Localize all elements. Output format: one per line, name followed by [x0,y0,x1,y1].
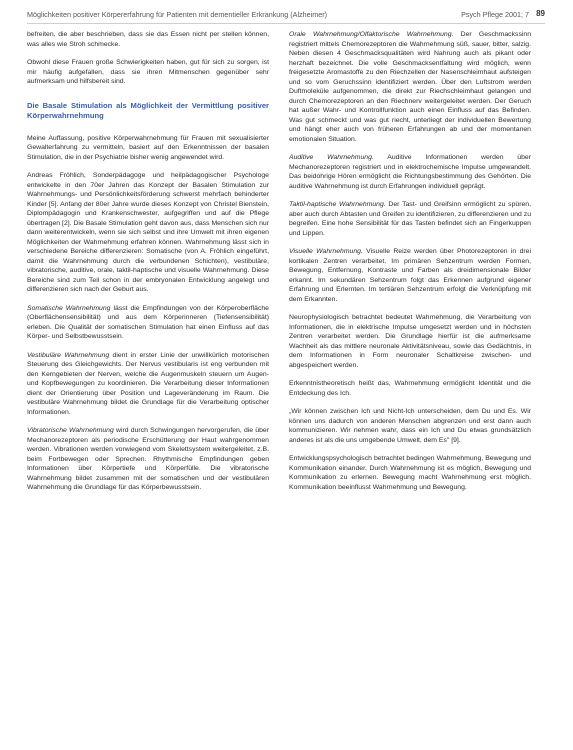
paragraph: Neurophysiologisch betrachtet bedeutet Wahrnehmung, die Verarbeitung von Informationen, die in elektrische Impulse umgesetzt werden und in höchsten Zentren verarbeitet werden. Die Grundlage hierfür ist die aufmerksame Wachheit als das mittlere neuronale Aktivitätsniveau, sowie das Gedächtnis, in dem Informationen in Form neuronaler Schaltkreise zwischen- und abgespeichert werden. [289,314,531,369]
paragraph [27,304,269,342]
journal-citation: Psych Pflege 2001; 7 [461,10,529,19]
paragraph-lead: Auditive Wahrnehmung. [289,154,374,161]
section-heading: Die Basale Stimulation als Möglichkeit der Vermittlung positiver Körperwahrnehmung [27,100,269,120]
paragraph-lead: Vestibuläre Wahrnehmung [27,351,110,359]
left-column [27,30,269,740]
paragraph: Obwohl diese Frauen große Schwierigkeiten haben, gut für sich zu sorgen, ist mir häufig aufgefallen, dass sie ihren Mitmenschen gegenüber sehr aufmerksam und hilfsbereit sind. [27,59,269,85]
paragraph-lead: Somatische Wahrnehmung [27,304,111,312]
paragraph-body: lässt die Empfindungen von der Körperoberfläche (Oberflächensensibilität) und aus dem Körperinneren (Tiefensensibilität) erleben. Die Qualität der somatischen Stimulation hat einen Einfluss auf das Körper- und Selbstbewusstsein. [27,304,269,340]
paragraph [289,200,531,238]
paragraph-body: Der Geschmackssinn registriert mittels Chemorezeptoren die Wahrnehmung süß, sauer, bitter, salzig. Neben diesen 4 Geschmacksqualitäten wird Nahrung auch als pikant oder herzhaft bezeichnet. Die volle Geschmacksentfaltung wird möglich, wenn freigesetzte Aromastoffe zu den Riechzellen der Nasenschleimhaut aufsteigen und so vom Geruchssinn identifiziert werden. Über den Luftstrom werden Duftmoleküle aufgenommen, die direkt zur Riechschleimhaut gelangen und durch Chemorezeptoren an den Riechnerv weitergeleitet werden. Der Geruch hat außer Wahr- und Kontrollfunktion auch einen Einfluss auf das Befinden. Was gut schmeckt und was gut riecht, unterliegt der individuellen Bewertung und hängt eher auch von früheren Erfahrungen ab und der momentanen emotionalen Situation. [289,31,531,143]
paragraph: befreiten, die aber beschrieben, dass sie das Essen nicht per stellen können, was alles wie Stroh schmecke. [27,31,269,48]
paragraph: Meine Auffassung, positive Körperwahrnehmung für Frauen mit sexualisierter Gewalterfahrung zu vermitteln, basiert auf den Erkenntnissen der basalen Stimulation, die in der Psychiatrie bisher wenig angewendet wird. [27,134,269,161]
paragraph-body: Der Tast- und Greifsinn ermöglicht zu spüren, aber auch durch Abtasten und Greifen zu identifizieren, zu differenzieren und zu begreifen. Eine hohe Sensibilität für das Tasten befindet sich an Fingerkuppen und Lippen. [289,201,531,237]
quote-paragraph: „Wir können zwischen Ich und Nicht-Ich unterscheiden, dem Du und Es. Wir können uns dadurch von anderen Menschen abgrenzen und erst dann auch kommunizieren. Wir nehmen wahr, dass ein Ich und Du etwas grundsätzlich anderes ist als die uns umgebende Umwelt, dem Es" [9]. [289,408,531,444]
paragraph-body: dient in erster Linie der unwillkürlich motorischen Steuerung des Gleichgewichts. Der Nervus vestibularis ist eng verbunden mit den Kerngebieten der Nerven, welche die Augenmuskeln steuern um Augen- und Kopfbewegungen zu koordinieren. Die Verarbeitung dieser Informationen dient der Orientierung über Position und Lageveränderung im Raum. Die vestibuläre Wahrnehmung bildet die Grundlage für die Verarbeitung optischer Informationen. [27,351,269,416]
running-title: Möglichkeiten positiver Körpererfahrung für Patienten mit dementieller Erkrankung (Alzheimer) [27,10,328,19]
paragraph-body: Auditive Informationen werden über Mechanorezeptoren registriert und in elektrochemische Impulse umgewandelt. Das beidohrige Hören ermöglicht die Richtungsbestimmung des Gehörten. Die auditive Wahrnehmung ist durch Erfahrungen individuell geprägt. [289,154,531,190]
right-column [289,30,531,740]
paragraph [289,247,531,304]
paragraph-lead: Vibratorische Wahrnehmung [27,427,114,434]
page-number: 89 [536,9,545,18]
paragraph [27,351,269,418]
paragraph [27,426,269,493]
paragraph: Erkenntnistheoretisch heißt das, Wahrnehmung ermöglicht Identität und die Entdeckung des Ich. [289,380,531,397]
paragraph [289,30,531,144]
paragraph-lead: Orale Wahrnehmung/Olfaktorische Wahrnehmung. [289,31,454,38]
paragraph: Entwicklungspsychologisch betrachtet bedingen Wahrnehmung, Bewegung und Kommunikation einander. Durch Wahrnehmung ist es möglich, Bewegung und Kommunikation zu erlernen. Bewegung macht Wahrnehmung erst möglich. Kommunikation beeinflusst Wahrnehmung und Bewegung. [289,455,531,491]
running-header [27,9,545,24]
paragraph-body: wird durch Schwingungen hervorgerufen, die über Mechanorezeptoren als periodische Erschütterung der Haut wahrgenommen werden. Vibrationen werden vorwiegend vom Skelettsystem weitergeleitet, z.B. beim Fortbewegen oder Sprechen. Rhythmische Empfindungen geben Informationen über Körpertiefe und Körperfülle. Die vibratorische Wahrnehmung bildet zusammen mit der somatischen und der vestibulären Wahrnehmung die Grundlage für das Körperbewusstsein. [27,427,269,491]
paragraph-lead: Visuelle Wahrnehmung. [289,248,363,255]
paragraph: Andreas Fröhlich, Sonderpädagoge und heilpädagogischer Psychologe entwickelte in den 70er Jahren das Konzept der Basalen Stimulation zur Wahrnehmungs- und Persönlichkeitsförderung schwerst mehrfach behinderter Kinder [5]. Anfang der 80er Jahre wurde dieses Konzept von Christel Bienstein, Diplompädagogin und Krankenschwester, aufgegriffen und auf die Pflege übertragen [2]. Die Basale Stimulation geht davon aus, dass Menschen sich nur dann weiterentwickeln, wenn sie sich selbst und ihre Umwelt mit ihren eigenen Möglichkeiten der Wahrnehmung erfahren können. Wahrnehmung lässt sich in verschiedene Bereiche differenzieren: Somatische (von A. Fröhlich eingeführt, damit die Wahrnehmung durch die verbundenen Schichten), vestibuläre, vibratorische, auditive, orale, taktil-haptische und visuelle Wahrnehmung. Diese Bereiche sind zum Teil schon in der embryonalen Entwicklung angelegt und differenzieren sich nach der Geburt aus. [27,172,269,293]
paragraph-lead: Taktil-haptische Wahrnehmung. [289,201,386,208]
paragraph [289,153,531,191]
paragraph-body: Visuelle Reize werden über Photorezeptoren in drei kortikalen Zentren verarbeitet. Im primären Sehzentrum werden Formen, Bewegung, Entfernung, Kontraste und Farben als dreidimensionale Bilder erkannt. Im sekundären Sehzentrum folgt das Erkennen aufgrund eigener Erfahrung und Erlernten. Im tertiären Sehzentrum erfolgt die Verknüpfung mit dem Erkannten. [289,248,531,303]
